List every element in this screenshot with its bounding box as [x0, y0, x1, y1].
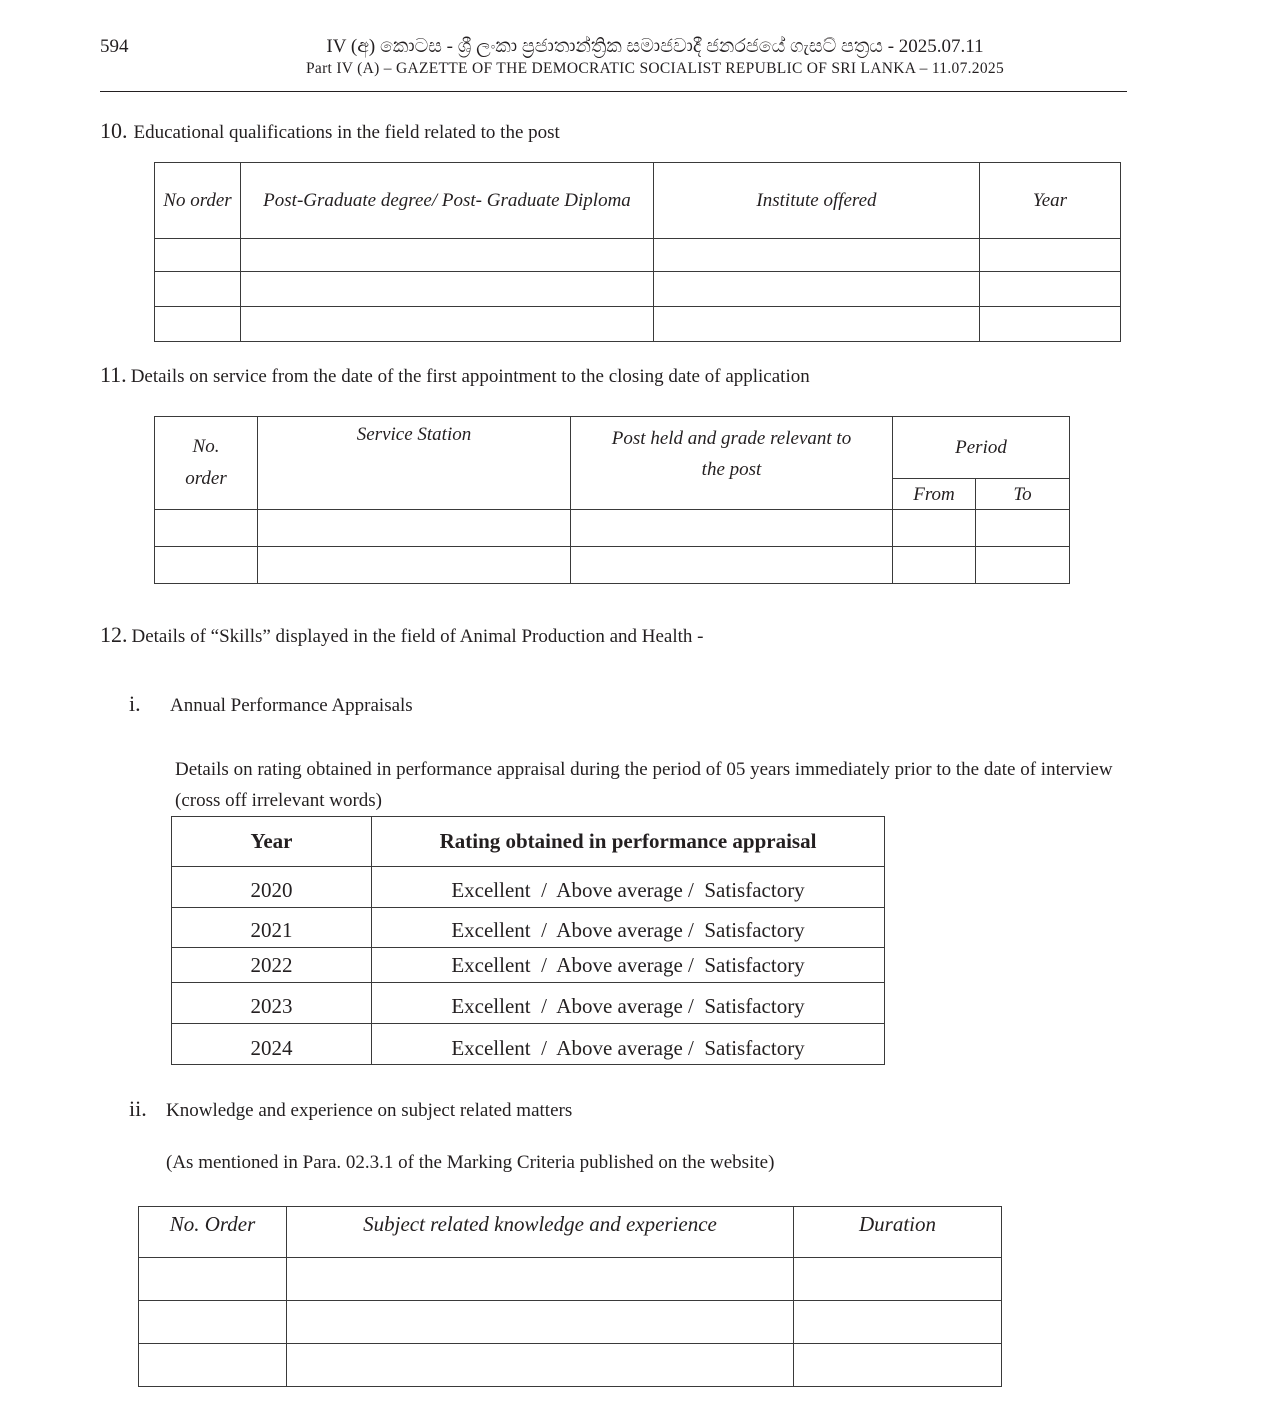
knowledge-header-no: No. Order — [139, 1207, 287, 1258]
appraisal-rating-options[interactable]: Excellent / Above average / Satisfactory — [372, 948, 885, 983]
input-cell[interactable] — [139, 1301, 287, 1344]
input-cell[interactable] — [976, 547, 1070, 584]
input-cell[interactable] — [571, 547, 893, 584]
gazette-header-english: Part IV (A) – GAZETTE OF THE DEMOCRATIC SOCIALIST REPUBLIC OF SRI LANKA – 11.07.2025 — [305, 60, 1005, 77]
education-header-degree: Post-Graduate degree/ Post- Graduate Diploma — [241, 163, 654, 239]
knowledge-header-subject: Subject related knowledge and experience — [287, 1207, 794, 1258]
appraisal-year: 2024 — [172, 1024, 372, 1065]
page-number: 594 — [100, 36, 129, 57]
education-header-institute: Institute offered — [654, 163, 980, 239]
table-row — [172, 983, 885, 1024]
subsection-ii-note: (As mentioned in Para. 02.3.1 of the Marking Criteria published on the website) — [166, 1152, 775, 1173]
table-row — [155, 239, 1121, 272]
appraisal-year: 2022 — [172, 948, 372, 983]
input-cell[interactable] — [980, 307, 1121, 342]
input-cell[interactable] — [287, 1301, 794, 1344]
table-row — [172, 908, 885, 948]
input-cell[interactable] — [654, 272, 980, 307]
service-header-no: No. order — [155, 417, 258, 510]
appraisal-rating-options[interactable]: Excellent / Above average / Satisfactory — [372, 983, 885, 1024]
table-row — [139, 1344, 1002, 1387]
input-cell[interactable] — [980, 272, 1121, 307]
gazette-header-sinhala: IV (අ) කොටස - ශ්‍රී ලංකා ප්‍රජාතාන්ත්‍රික සමාජවාදී ජනරජයේ ගැසට් පත්‍රය - 2025.07.11 — [326, 36, 984, 57]
input-cell[interactable] — [654, 239, 980, 272]
table-row — [155, 307, 1121, 342]
table-row — [155, 547, 1070, 584]
input-cell[interactable] — [794, 1258, 1002, 1301]
input-cell[interactable] — [139, 1258, 287, 1301]
section-12-heading — [100, 622, 704, 648]
service-header-from: From — [893, 479, 976, 510]
subsection-ii-heading — [129, 1096, 572, 1122]
appraisal-rating-options[interactable]: Excellent / Above average / Satisfactory — [372, 867, 885, 908]
service-table — [154, 416, 1070, 584]
service-header-period: Period — [893, 417, 1070, 479]
section-10-title: Educational qualifications in the field related to the post — [133, 122, 560, 143]
input-cell[interactable] — [258, 510, 571, 547]
appraisal-description: Details on rating obtained in performance appraisal during the period of 05 years immediately prior to the date of interview (cross off irrelevant words) — [175, 759, 1113, 811]
input-cell[interactable] — [287, 1258, 794, 1301]
table-row — [155, 272, 1121, 307]
appraisal-rating-options[interactable]: Excellent / Above average / Satisfactory — [372, 908, 885, 948]
subsection-i-numeral: i. — [129, 691, 141, 716]
table-row — [172, 867, 885, 908]
input-cell[interactable] — [241, 272, 654, 307]
input-cell[interactable] — [794, 1301, 1002, 1344]
section-12-number: 12. — [100, 622, 128, 647]
subsection-i-heading — [129, 691, 413, 717]
subsection-ii-numeral: ii. — [129, 1096, 147, 1121]
education-header-no: No order — [155, 163, 241, 239]
input-cell[interactable] — [258, 547, 571, 584]
input-cell[interactable] — [155, 547, 258, 584]
input-cell[interactable] — [654, 307, 980, 342]
input-cell[interactable] — [155, 307, 241, 342]
appraisal-year: 2021 — [172, 908, 372, 948]
appraisal-year: 2020 — [172, 867, 372, 908]
section-11-number: 11. — [100, 362, 127, 387]
section-11-title: Details on service from the date of the first appointment to the closing date of application — [130, 366, 810, 387]
education-header-year: Year — [980, 163, 1121, 239]
input-cell[interactable] — [139, 1344, 287, 1387]
appraisal-table — [171, 816, 885, 1065]
input-cell[interactable] — [794, 1344, 1002, 1387]
input-cell[interactable] — [241, 239, 654, 272]
appraisal-header-rating: Rating obtained in performance appraisal — [372, 817, 885, 867]
table-row — [155, 510, 1070, 547]
service-header-station: Service Station — [258, 417, 571, 510]
section-11-heading — [100, 362, 810, 388]
table-row — [139, 1258, 1002, 1301]
appraisal-rating-options[interactable]: Excellent / Above average / Satisfactory — [372, 1024, 885, 1065]
section-12-title: Details of “Skills” displayed in the field of Animal Production and Health - — [131, 626, 704, 647]
input-cell[interactable] — [155, 239, 241, 272]
input-cell[interactable] — [241, 307, 654, 342]
service-header-post: Post held and grade relevant to the post — [571, 417, 893, 510]
section-10-number: 10. — [100, 118, 128, 143]
appraisal-year: 2023 — [172, 983, 372, 1024]
table-row — [172, 948, 885, 983]
knowledge-table — [138, 1206, 1002, 1387]
service-header-to: To — [976, 479, 1070, 510]
header-divider — [100, 91, 1127, 92]
input-cell[interactable] — [893, 547, 976, 584]
education-table — [154, 162, 1121, 342]
section-10-heading — [100, 118, 560, 144]
input-cell[interactable] — [287, 1344, 794, 1387]
knowledge-header-duration: Duration — [794, 1207, 1002, 1258]
appraisal-header-year: Year — [172, 817, 372, 867]
input-cell[interactable] — [976, 510, 1070, 547]
table-row — [139, 1301, 1002, 1344]
input-cell[interactable] — [980, 239, 1121, 272]
table-row — [172, 1024, 885, 1065]
input-cell[interactable] — [571, 510, 893, 547]
input-cell[interactable] — [155, 272, 241, 307]
input-cell[interactable] — [893, 510, 976, 547]
subsection-i-title: Annual Performance Appraisals — [170, 695, 413, 716]
subsection-ii-title: Knowledge and experience on subject related matters — [166, 1100, 573, 1121]
input-cell[interactable] — [155, 510, 258, 547]
